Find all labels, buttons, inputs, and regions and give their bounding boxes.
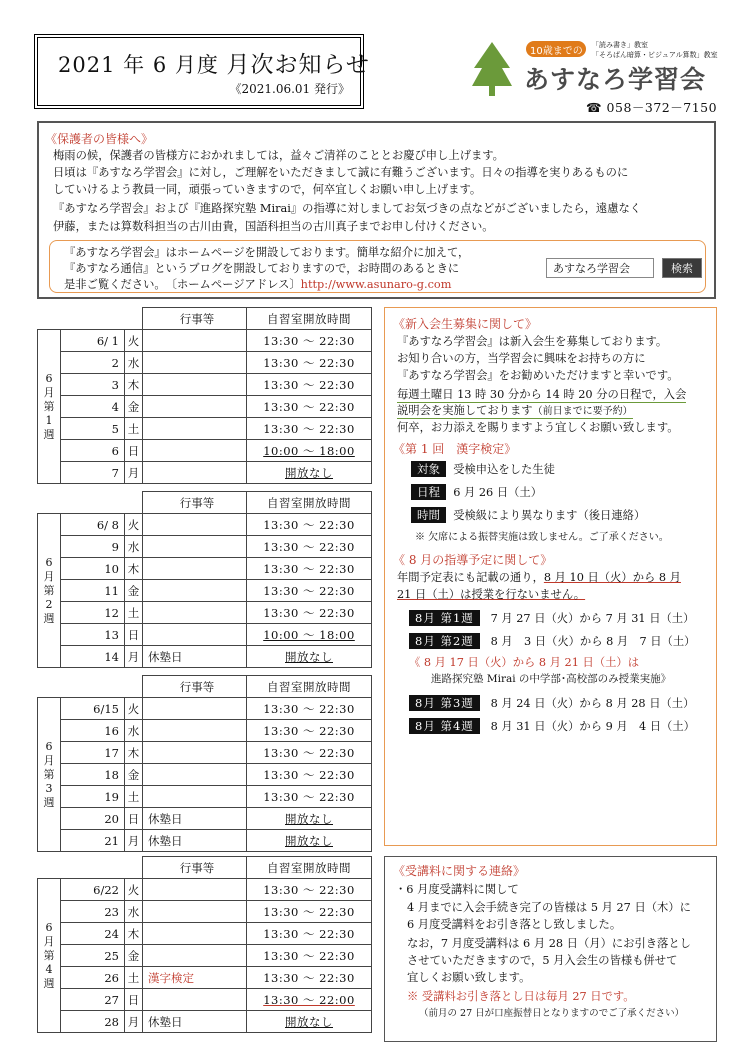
- hours-value: 開放なし: [285, 465, 333, 480]
- date-cell: 6/ 1: [61, 330, 125, 352]
- week-label: [38, 330, 61, 484]
- date-cell: 17: [61, 742, 125, 764]
- event-cell: [143, 945, 247, 967]
- week-label: [38, 698, 61, 852]
- august-week-row: [409, 718, 695, 734]
- hours-value: 13:30 ～ 22:30: [247, 418, 372, 440]
- week-label-char: 6: [45, 371, 53, 385]
- table-row: [38, 764, 372, 786]
- weekday-cell: 木: [125, 374, 143, 396]
- title-month: 6 月度: [152, 53, 219, 77]
- weekday-cell: 金: [125, 945, 143, 967]
- event-cell: [143, 786, 247, 808]
- column-header-event: 行事等: [143, 308, 247, 330]
- phone-number: ☎ 058－372－7150: [586, 100, 718, 115]
- notice-box: [37, 121, 716, 299]
- date-cell: 6: [61, 440, 125, 462]
- page-title: [58, 46, 370, 79]
- event-cell: 休塾日: [143, 646, 247, 668]
- weekday-cell: 水: [125, 536, 143, 558]
- table-row: [38, 967, 372, 989]
- weekday-cell: 土: [125, 967, 143, 989]
- event-cell: [143, 514, 247, 536]
- week-label-char: 1: [45, 413, 53, 427]
- kanji-value: 6 月 26 日（土）: [453, 486, 543, 499]
- homepage-url-link[interactable]: http://www.asunaro-g.com: [300, 278, 452, 291]
- weekday-cell: 土: [125, 418, 143, 440]
- event-cell: [143, 418, 247, 440]
- issue-date: 《2021.06.01 発行》: [229, 82, 350, 96]
- date-cell: 24: [61, 923, 125, 945]
- week-label-char: 月: [43, 385, 55, 399]
- kanji-value: 受検級により異なります（後日連絡）: [453, 509, 646, 522]
- week-label-char: 第: [43, 767, 55, 781]
- recruit-note: （前日までに要予約）: [532, 406, 633, 417]
- weekday-cell: 月: [125, 830, 143, 852]
- table-header-row: [38, 676, 372, 698]
- date-cell: 19: [61, 786, 125, 808]
- fee-text: 6 月度受講料をお引き落とし致しました。: [407, 918, 622, 931]
- table-row: [38, 418, 372, 440]
- table-row: [38, 602, 372, 624]
- event-cell: [143, 440, 247, 462]
- table-row: [38, 720, 372, 742]
- event-cell: [143, 602, 247, 624]
- event-cell: [143, 624, 247, 646]
- week-label-char: 月: [43, 934, 55, 948]
- weekday-cell: 火: [125, 514, 143, 536]
- event-cell: [143, 330, 247, 352]
- august-week-value: 8 月 31 日（火）から 9 月 4 日（土）: [490, 720, 695, 733]
- recruit-text: 毎週土曜日 13 時 30 分から 14 時 20 分の日程で，入会: [397, 388, 687, 401]
- week-label-char: 6: [45, 920, 53, 934]
- title-year: 2021 年: [58, 53, 146, 77]
- event-cell: [143, 536, 247, 558]
- table-row: [38, 558, 372, 580]
- week-label-char: 2: [45, 597, 53, 611]
- hours-value: 10:00 ～ 18:00: [263, 627, 355, 642]
- weekday-cell: 日: [125, 624, 143, 646]
- event-cell: [143, 462, 247, 484]
- announcement-box: [384, 307, 717, 846]
- week-label-char: 第: [43, 399, 55, 413]
- event-cell: [143, 923, 247, 945]
- event-cell: [143, 352, 247, 374]
- hours-value: 13:30 ～ 22:30: [247, 786, 372, 808]
- notice-text: 梅雨の候，保護者の皆様方におかれましては，益々ご清祥のこととお慶び申し上げます。: [53, 149, 504, 162]
- hours-value: 開放なし: [285, 649, 333, 664]
- week-label-char: 第: [43, 583, 55, 597]
- table-row: [38, 396, 372, 418]
- date-cell: 4: [61, 396, 125, 418]
- date-cell: 5: [61, 418, 125, 440]
- weekday-cell: 水: [125, 720, 143, 742]
- hours-cell: [247, 440, 372, 462]
- weekday-cell: 金: [125, 396, 143, 418]
- logo-name: あすなろ学習会: [524, 65, 707, 94]
- august-week-tag: 8月 第3週: [409, 695, 480, 711]
- august-week-tag: 8月 第4週: [409, 718, 480, 734]
- weekday-cell: 木: [125, 923, 143, 945]
- table-row: [38, 808, 372, 830]
- hours-value: 13:30 ～ 22:30: [247, 923, 372, 945]
- event-cell: 休塾日: [143, 1011, 247, 1033]
- event-cell: [143, 989, 247, 1011]
- table-row: [38, 786, 372, 808]
- kanji-row: [411, 461, 555, 477]
- hours-value: 13:30 ～ 22:30: [247, 720, 372, 742]
- table-row: [38, 462, 372, 484]
- week-label: [38, 879, 61, 1033]
- august-week-row: [409, 633, 695, 649]
- week-label-char: 週: [43, 795, 55, 809]
- logo-tagline: 10歳までの: [530, 46, 583, 57]
- column-header-event: 行事等: [143, 857, 247, 879]
- kanji-tag: 対象: [411, 461, 446, 477]
- homepage-text: 『あすなろ学習会』はホームページを開設しております。簡単な紹介に加えて，: [64, 246, 470, 259]
- column-header-hours: 自習室開放時間: [247, 676, 372, 698]
- fee-box: [384, 856, 717, 1042]
- table-row: [38, 536, 372, 558]
- weekday-cell: 金: [125, 580, 143, 602]
- search-input[interactable]: あすなろ学習会: [546, 258, 654, 278]
- hours-value: 13:30 ～ 22:30: [247, 602, 372, 624]
- weekday-cell: 木: [125, 742, 143, 764]
- kanji-tag: 日程: [411, 484, 446, 500]
- notice-text: していけるよう教員一同，頑張っていきますので，何卒宜しくお願い申し上げます。: [53, 183, 482, 196]
- hours-value: 開放なし: [285, 833, 333, 848]
- kanji-row: [411, 507, 645, 523]
- date-cell: 6/15: [61, 698, 125, 720]
- recruit-text: お知り合いの方，当学習会に興味をお持ちの方に: [397, 352, 646, 365]
- column-header-event: 行事等: [143, 676, 247, 698]
- event-cell: [143, 580, 247, 602]
- weekday-cell: 木: [125, 558, 143, 580]
- table-row: [38, 989, 372, 1011]
- logo-class-b: 「そろばん暗算・ビジュアル算数」教室: [592, 51, 718, 59]
- event-cell: [143, 374, 247, 396]
- date-cell: 10: [61, 558, 125, 580]
- schedule-table: [37, 307, 372, 484]
- recruit-text: 何卒，お力添えを賜りますよう宜しくお願い致します。: [397, 421, 679, 434]
- date-cell: 7: [61, 462, 125, 484]
- homepage-text-line: [64, 276, 451, 292]
- table-row: [38, 879, 372, 901]
- fee-heading: 《受講料に関する連絡》: [393, 864, 526, 878]
- august-week-tag: 8月 第2週: [409, 633, 480, 649]
- event-cell: 漢字検定: [143, 967, 247, 989]
- table-row: [38, 698, 372, 720]
- homepage-text: 『あすなろ通信』というブログを開設しておりますので，お時間のあるときに: [64, 262, 460, 275]
- kanji-note: ※ 欠席による振替実施は致しません。ご了承ください。: [415, 532, 669, 543]
- kanji-value: 受検申込をした生徒: [453, 463, 555, 476]
- event-cell: [143, 742, 247, 764]
- table-row: [38, 580, 372, 602]
- date-cell: 2: [61, 352, 125, 374]
- table-row: [38, 352, 372, 374]
- weekday-cell: 土: [125, 786, 143, 808]
- august-text: 年間予定表にも記載の通り，: [397, 571, 544, 584]
- notice-text: 日頃は『あすなろ学習会』に対し，ご理解をいただきまして誠に有難うございます。日々の指導を実りあるものに: [53, 166, 629, 179]
- table-row: [38, 901, 372, 923]
- hours-value: 13:30 ～ 22:30: [247, 536, 372, 558]
- fee-text: させていただきますので，5 月入会生の皆様も併せて: [407, 954, 678, 967]
- table-row: [38, 624, 372, 646]
- weekday-cell: 水: [125, 901, 143, 923]
- date-cell: 6/22: [61, 879, 125, 901]
- week-label-char: 月: [43, 753, 55, 767]
- schedule-table: [37, 856, 372, 1033]
- week-label: [38, 514, 61, 668]
- date-cell: 21: [61, 830, 125, 852]
- hours-value: 13:30 ～ 22:30: [247, 764, 372, 786]
- august-week-value: 8 月 3 日（火）から 8 月 7 日（土）: [490, 635, 696, 648]
- date-cell: 25: [61, 945, 125, 967]
- weekday-cell: 月: [125, 1011, 143, 1033]
- hours-value: 開放なし: [285, 1014, 333, 1029]
- table-header-row: [38, 857, 372, 879]
- week-label-char: 週: [43, 976, 55, 990]
- august-text: 8 月 10 日（火）から 8 月: [543, 571, 681, 584]
- homepage-box: [49, 240, 706, 293]
- schedule-table: [37, 675, 372, 852]
- event-cell: [143, 720, 247, 742]
- august-heading: 《 8 月の指導予定に関して》: [393, 553, 553, 567]
- week-label-char: 6: [45, 555, 53, 569]
- date-cell: 27: [61, 989, 125, 1011]
- weekday-cell: 水: [125, 352, 143, 374]
- weekday-cell: 月: [125, 462, 143, 484]
- august-week-tag: 8月 第1週: [409, 610, 480, 626]
- recruit-text-line: [397, 402, 633, 419]
- fee-text: なお，7 月度受講料は 6 月 28 日（月）にお引き落とし: [407, 937, 691, 950]
- table-row: [38, 514, 372, 536]
- event-cell: [143, 879, 247, 901]
- fee-text: ・6 月度受講料に関して: [395, 883, 519, 896]
- week-label-char: 第: [43, 948, 55, 962]
- table-row: [38, 1011, 372, 1033]
- august-text-line: [397, 569, 681, 585]
- fee-note: （前月の 27 日が口座振替日となりますのでご了承ください）: [419, 1008, 685, 1019]
- event-cell: [143, 558, 247, 580]
- event-cell: [143, 764, 247, 786]
- hours-value: 13:30 ～ 22:30: [247, 558, 372, 580]
- recruit-heading: 《新入会生募集に関して》: [393, 317, 538, 331]
- hours-value: 13:30 ～ 22:30: [247, 580, 372, 602]
- kanji-tag: 時間: [411, 507, 446, 523]
- weekday-cell: 火: [125, 698, 143, 720]
- recruit-text: 『あすなろ学習会』は新入会生を募集しております。: [397, 335, 668, 348]
- hours-value: 13:30 ～ 22:30: [247, 514, 372, 536]
- event-cell: [143, 698, 247, 720]
- hours-value: 13:30 ～ 22:30: [247, 330, 372, 352]
- event-cell: 休塾日: [143, 830, 247, 852]
- hours-cell: [247, 624, 372, 646]
- weekday-cell: 日: [125, 808, 143, 830]
- date-cell: 16: [61, 720, 125, 742]
- date-cell: 9: [61, 536, 125, 558]
- hours-value: 13:30 ～ 22:00: [263, 992, 355, 1007]
- hours-value: 13:30 ～ 22:30: [247, 352, 372, 374]
- august-week-row: [409, 695, 694, 711]
- table-row: [38, 440, 372, 462]
- event-cell: 休塾日: [143, 808, 247, 830]
- hours-value: 13:30 ～ 22:30: [247, 396, 372, 418]
- table-row: [38, 330, 372, 352]
- column-header-hours: 自習室開放時間: [247, 492, 372, 514]
- hours-value: 13:30 ～ 22:30: [247, 967, 372, 989]
- hours-value: 13:30 ～ 22:30: [247, 901, 372, 923]
- week-label-char: 4: [45, 962, 53, 976]
- recruit-text: 『あすなろ学習会』をお勧めいただけますと幸いです。: [397, 369, 679, 382]
- weekday-cell: 火: [125, 879, 143, 901]
- fee-text: 宜しくお願い致します。: [407, 971, 531, 984]
- kanji-row: [411, 484, 542, 500]
- date-cell: 28: [61, 1011, 125, 1033]
- week-label-char: 週: [43, 427, 55, 441]
- date-cell: 18: [61, 764, 125, 786]
- august-week-value: 8 月 24 日（火）から 8 月 28 日（土）: [490, 697, 695, 710]
- date-cell: 20: [61, 808, 125, 830]
- table-row: [38, 646, 372, 668]
- homepage-text: 是非ご覧ください。 〔ホームページアドレス〕: [64, 278, 301, 291]
- august-special: 進路探究塾 Mirai の中学部･高校部のみ授業実施》: [431, 673, 672, 685]
- august-text: 21 日（土）は授業を行ないません。: [397, 588, 586, 601]
- hours-value: 13:30 ～ 22:30: [247, 374, 372, 396]
- column-header-hours: 自習室開放時間: [247, 857, 372, 879]
- august-special: 《 8 月 17 日（火）から 8 月 21 日（土）は: [409, 656, 640, 669]
- notice-heading: 《保護者の皆様へ》: [45, 132, 154, 146]
- hours-value: 13:30 ～ 22:30: [247, 945, 372, 967]
- weekday-cell: 日: [125, 440, 143, 462]
- table-header-row: [38, 308, 372, 330]
- notice-text: 伊藤，または算数科担当の古川由貴，国語科担当の古川真子までお申し付けください。: [53, 220, 494, 233]
- august-week-value: 7 月 27 日（火）から 7 月 31 日（土）: [490, 612, 695, 625]
- date-cell: 26: [61, 967, 125, 989]
- date-cell: 3: [61, 374, 125, 396]
- table-row: [38, 945, 372, 967]
- hours-cell: [247, 989, 372, 1011]
- table-row: [38, 742, 372, 764]
- week-label-char: 6: [45, 739, 53, 753]
- weekday-cell: 日: [125, 989, 143, 1011]
- title-main: 月次お知らせ: [226, 52, 370, 78]
- event-cell: [143, 901, 247, 923]
- weekday-cell: 金: [125, 764, 143, 786]
- hours-value: 13:30 ～ 22:30: [247, 698, 372, 720]
- search-button[interactable]: 検索: [662, 258, 702, 278]
- table-row: [38, 830, 372, 852]
- date-cell: 14: [61, 646, 125, 668]
- kanji-heading: 《第 1 回 漢字検定》: [393, 442, 517, 456]
- table-row: [38, 923, 372, 945]
- week-label-char: 週: [43, 611, 55, 625]
- weekday-cell: 火: [125, 330, 143, 352]
- title-box: [37, 37, 370, 106]
- event-cell: [143, 396, 247, 418]
- fee-text: ※ 受講料お引き落とし日は毎月 27 日です。: [407, 990, 635, 1003]
- hours-value: 開放なし: [285, 811, 333, 826]
- date-cell: 6/ 8: [61, 514, 125, 536]
- week-label-char: 月: [43, 569, 55, 583]
- week-label-char: 3: [45, 781, 53, 795]
- date-cell: 11: [61, 580, 125, 602]
- date-cell: 23: [61, 901, 125, 923]
- logo-class-a: 「読み書き」教室: [592, 41, 648, 49]
- table-header-row: [38, 492, 372, 514]
- august-week-row: [409, 610, 694, 626]
- weekday-cell: 土: [125, 602, 143, 624]
- date-cell: 13: [61, 624, 125, 646]
- column-header-event: 行事等: [143, 492, 247, 514]
- table-row: [38, 374, 372, 396]
- hours-value: 10:00 ～ 18:00: [263, 443, 355, 458]
- date-cell: 12: [61, 602, 125, 624]
- recruit-text: 説明会を実施しております: [397, 404, 533, 417]
- hours-value: 13:30 ～ 22:30: [247, 742, 372, 764]
- hours-value: 13:30 ～ 22:30: [247, 879, 372, 901]
- fee-text: 4 月までに入会手続き完了の皆様は 5 月 27 日（木）に: [407, 901, 691, 914]
- column-header-hours: 自習室開放時間: [247, 308, 372, 330]
- weekday-cell: 月: [125, 646, 143, 668]
- schedule-table: [37, 491, 372, 668]
- notice-text: 『あすなろ学習会』および『進路探究塾 Mirai』の指導に対しましてお気づきの点などがございましたら，遠慮なく: [53, 202, 642, 215]
